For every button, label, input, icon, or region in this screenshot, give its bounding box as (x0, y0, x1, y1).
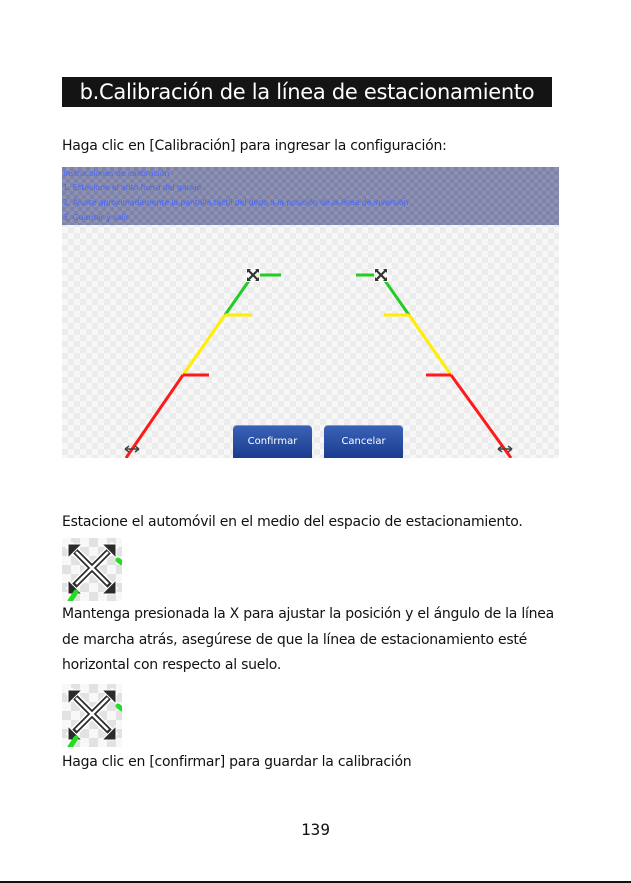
confirm-button[interactable]: Confirmar (233, 425, 312, 458)
step-1-text: Estacione el automóvil en el medio del espacio de estacionamiento. (62, 514, 523, 530)
page-number: 139 (301, 820, 330, 839)
right-guide-near (451, 375, 511, 458)
instruction-step-3: 3. Guardar y salir (63, 213, 129, 222)
left-guide-mid (183, 315, 225, 375)
move-handle-icon (62, 684, 122, 747)
right-guide-mid (409, 315, 451, 375)
parking-guide-lines (62, 167, 559, 458)
section-title: b.Calibración de la línea de estacionamiento (62, 77, 552, 107)
step-2-text-line-1: Mantenga presionada la X para ajustar la posición y el ángulo de la línea (62, 606, 554, 622)
intro-text: Haga clic en [Calibración] para ingresar la configuración: (62, 138, 447, 154)
calibration-screen (62, 167, 559, 458)
step-2-text-line-3: horizontal con respecto al suelo. (62, 657, 282, 673)
left-guide-near (126, 375, 183, 458)
instructions-heading: Instrucciones de calibración (63, 169, 170, 178)
instruction-step-1: 1. Estacione el auto fuera del garaje (63, 183, 201, 192)
step-3-text: Haga clic en [confirmar] para guardar la calibración (62, 754, 412, 770)
cancel-button[interactable]: Cancelar (324, 425, 403, 458)
move-handle-icon (62, 538, 122, 601)
instruction-step-2: 2. Ajuste aproximadamente la pantalla táctil del dedo a la posición de la línea de inversión (63, 198, 409, 207)
move-handle-icon (246, 268, 260, 282)
step-2-text-line-2: de marcha atrás, asegúrese de que la línea de estacionamiento esté (62, 632, 528, 648)
move-handle-icon (374, 268, 388, 282)
